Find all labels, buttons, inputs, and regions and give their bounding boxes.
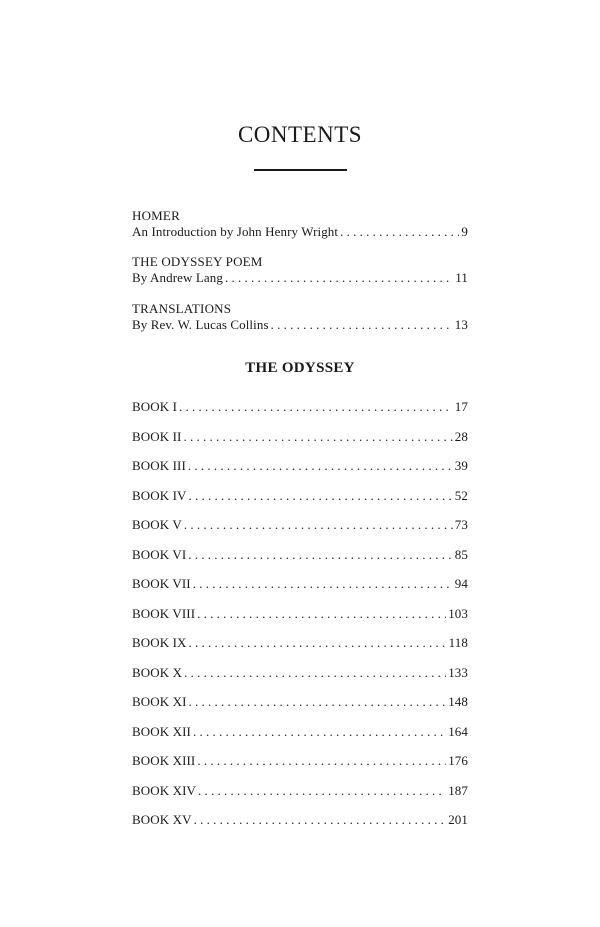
book-entry-10[interactable] <box>132 664 468 694</box>
book-entry-7[interactable] <box>132 575 468 605</box>
book-page-number: 94 <box>454 576 468 591</box>
book-entry-4[interactable] <box>132 487 468 517</box>
toc-entry-heading: HOMER <box>132 208 180 223</box>
book-entry-5[interactable] <box>132 516 468 546</box>
toc-page-number: 13 <box>454 317 468 332</box>
book-entry-1[interactable] <box>132 398 468 428</box>
title-divider <box>254 169 347 171</box>
toc-entry-line <box>132 224 468 240</box>
dot-leader <box>197 752 446 770</box>
dot-leader <box>193 575 453 593</box>
book-label: BOOK XV <box>132 812 192 827</box>
toc-entry-heading: TRANSLATIONS <box>132 301 232 316</box>
dot-leader <box>194 811 447 829</box>
book-page-number: 201 <box>448 812 468 827</box>
book-label: BOOK XIII <box>132 753 196 768</box>
dot-leader <box>225 270 453 286</box>
book-list <box>132 398 468 841</box>
book-page-number: 103 <box>448 605 468 621</box>
book-page-number: 17 <box>454 399 468 414</box>
book-label: BOOK VIII <box>132 605 196 621</box>
dot-leader <box>198 782 446 800</box>
book-entry-8[interactable] <box>132 605 468 635</box>
book-page-number: 85 <box>454 546 468 562</box>
book-entry-12[interactable] <box>132 723 468 753</box>
book-label: BOOK VII <box>132 576 191 591</box>
book-entry-3[interactable] <box>132 457 468 487</box>
dot-leader <box>188 457 453 475</box>
dot-leader <box>189 634 447 652</box>
book-label: BOOK XIV <box>132 782 196 798</box>
book-label: BOOK II <box>132 428 182 444</box>
toc-entry-homer[interactable] <box>132 208 468 240</box>
book-label: BOOK X <box>132 664 183 680</box>
dot-leader <box>193 723 446 741</box>
toc-entry-label: An Introduction by John Henry Wright <box>132 224 339 239</box>
book-page-number: 187 <box>448 782 468 798</box>
dot-leader <box>188 546 453 564</box>
book-label: BOOK XI <box>132 694 187 709</box>
dot-leader <box>189 693 447 711</box>
section-title: THE ODYSSEY <box>245 360 355 376</box>
book-label: BOOK IV <box>132 487 187 503</box>
book-label: BOOK V <box>132 517 182 532</box>
toc-entry-heading: THE ODYSSEY POEM <box>132 254 263 269</box>
book-page-number: 176 <box>448 753 468 768</box>
toc-page-number: 9 <box>461 224 468 239</box>
book-entry-13[interactable] <box>132 752 468 782</box>
book-entry-9[interactable] <box>132 634 468 664</box>
dot-leader <box>189 487 453 505</box>
book-label: BOOK IX <box>132 635 187 650</box>
book-entry-2[interactable] <box>132 428 468 458</box>
dot-leader <box>271 317 453 333</box>
book-label: BOOK III <box>132 458 186 473</box>
toc-entry-line <box>132 317 468 333</box>
dot-leader <box>197 605 446 623</box>
dot-leader <box>179 398 453 416</box>
book-page-number: 118 <box>448 635 468 650</box>
book-label: BOOK XII <box>132 723 191 739</box>
book-entry-14[interactable] <box>132 782 468 812</box>
book-page-number: 164 <box>448 723 468 739</box>
dot-leader <box>184 516 453 534</box>
book-entry-6[interactable] <box>132 546 468 576</box>
book-entry-15[interactable] <box>132 811 468 841</box>
book-label: BOOK VI <box>132 546 187 562</box>
dot-leader <box>340 224 459 240</box>
book-page-number: 28 <box>454 428 468 444</box>
book-page-number: 73 <box>454 517 468 532</box>
book-page-number: 148 <box>448 694 468 709</box>
dot-leader <box>183 428 452 446</box>
toc-entry-label: By Rev. W. Lucas Collins <box>132 317 269 332</box>
toc-entry-odyssey-poem[interactable] <box>132 254 468 286</box>
book-entry-11[interactable] <box>132 693 468 723</box>
dot-leader <box>184 664 446 682</box>
book-label: BOOK I <box>132 399 178 414</box>
book-page-number: 133 <box>448 664 468 680</box>
toc-entry-translations[interactable] <box>132 301 468 333</box>
toc-entry-label: By Andrew Lang <box>132 270 223 285</box>
toc-page-number: 11 <box>455 270 468 285</box>
book-page-number: 39 <box>454 458 468 473</box>
page-title: CONTENTS <box>237 122 363 147</box>
toc-entry-line <box>132 270 468 286</box>
book-page-number: 52 <box>454 487 468 503</box>
